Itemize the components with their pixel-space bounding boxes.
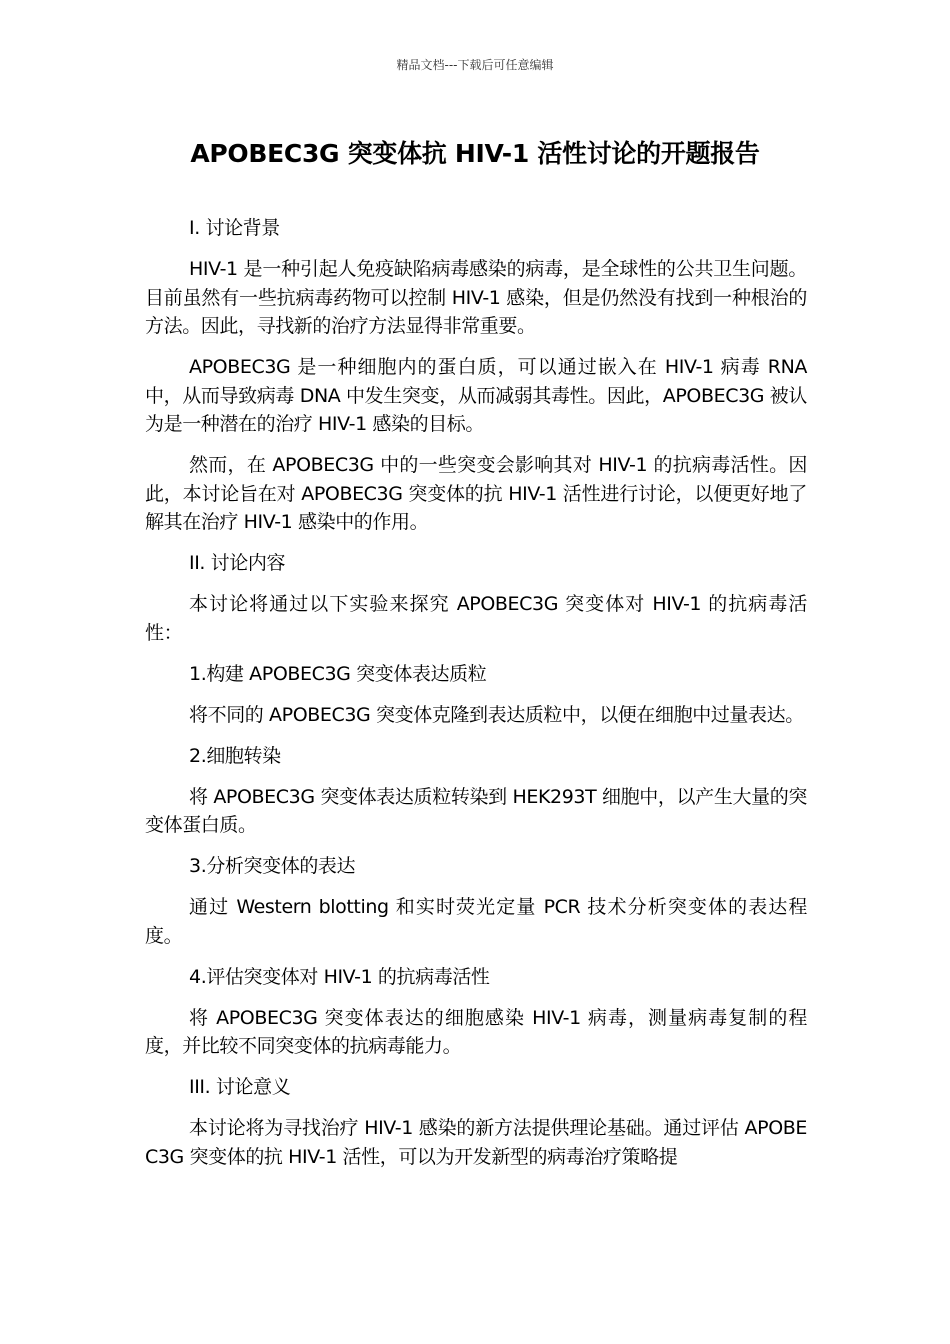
subheading-antiviral-assessment: 4.评估突变体对 HIV-1 的抗病毒活性 bbox=[189, 965, 490, 988]
subheading-transfection: 2.细胞转染 bbox=[189, 744, 281, 767]
paragraph: 然而，在 APOBEC3G 中的一些突变会影响其对 HIV-1 的抗病毒活性。因此，本讨论旨在对 APOBEC3G 突变体的抗 HIV-1 活性进行讨论，以便更好地了解其在治疗 HIV-1 感染中的作用。 bbox=[145, 454, 807, 533]
subheading-construct-plasmid: 1.构建 APOBEC3G 突变体表达质粒 bbox=[189, 662, 487, 685]
paragraph: APOBEC3G 是一种细胞内的蛋白质，可以通过嵌入在 HIV-1 病毒 RNA 中，从而导致病毒 DNA 中发生突变，从而减弱其毒性。因此，APOBEC3G 被认为是一种潜在的治疗 HIV-1 感染的目标。 bbox=[145, 356, 807, 435]
paragraph: 将 APOBEC3G 突变体表达的细胞感染 HIV-1 病毒，测量病毒复制的程度，并比较不同突变体的抗病毒能力。 bbox=[145, 1006, 807, 1057]
paragraph: 本讨论将为寻找治疗 HIV-1 感染的新方法提供理论基础。通过评估 APOBEC3G 突变体的抗 HIV-1 活性，可以为开发新型的病毒治疗策略提 bbox=[145, 1117, 807, 1168]
document-title: APOBEC3G 突变体抗 HIV-1 活性讨论的开题报告 bbox=[190, 139, 760, 168]
paragraph: HIV-1 是一种引起人免疫缺陷病毒感染的病毒，是全球性的公共卫生问题。目前虽然有一些抗病毒药物可以控制 HIV-1 感染，但是仍然没有找到一种根治的方法。因此，寻找新的治疗方法显得非常重要。 bbox=[145, 258, 807, 337]
subheading-expression-analysis: 3.分析突变体的表达 bbox=[189, 855, 356, 877]
page-header: 精品文档---下载后可任意编辑 bbox=[396, 58, 554, 72]
paragraph: 将 APOBEC3G 突变体表达质粒转染到 HEK293T 细胞中，以产生大量的突变体蛋白质。 bbox=[145, 785, 807, 836]
section-heading-content: II. 讨论内容 bbox=[189, 552, 286, 574]
section-heading-significance: III. 讨论意义 bbox=[189, 1076, 291, 1098]
document-body bbox=[145, 214, 807, 1184]
paragraph: 将不同的 APOBEC3G 突变体克隆到表达质粒中，以便在细胞中过量表达。 bbox=[189, 703, 804, 726]
paragraph: 本讨论将通过以下实验来探究 APOBEC3G 突变体对 HIV-1 的抗病毒活性： bbox=[145, 593, 807, 644]
section-heading-background: I. 讨论背景 bbox=[189, 217, 280, 239]
paragraph: 通过 Western blotting 和实时荧光定量 PCR 技术分析突变体的表达程度。 bbox=[145, 896, 807, 947]
